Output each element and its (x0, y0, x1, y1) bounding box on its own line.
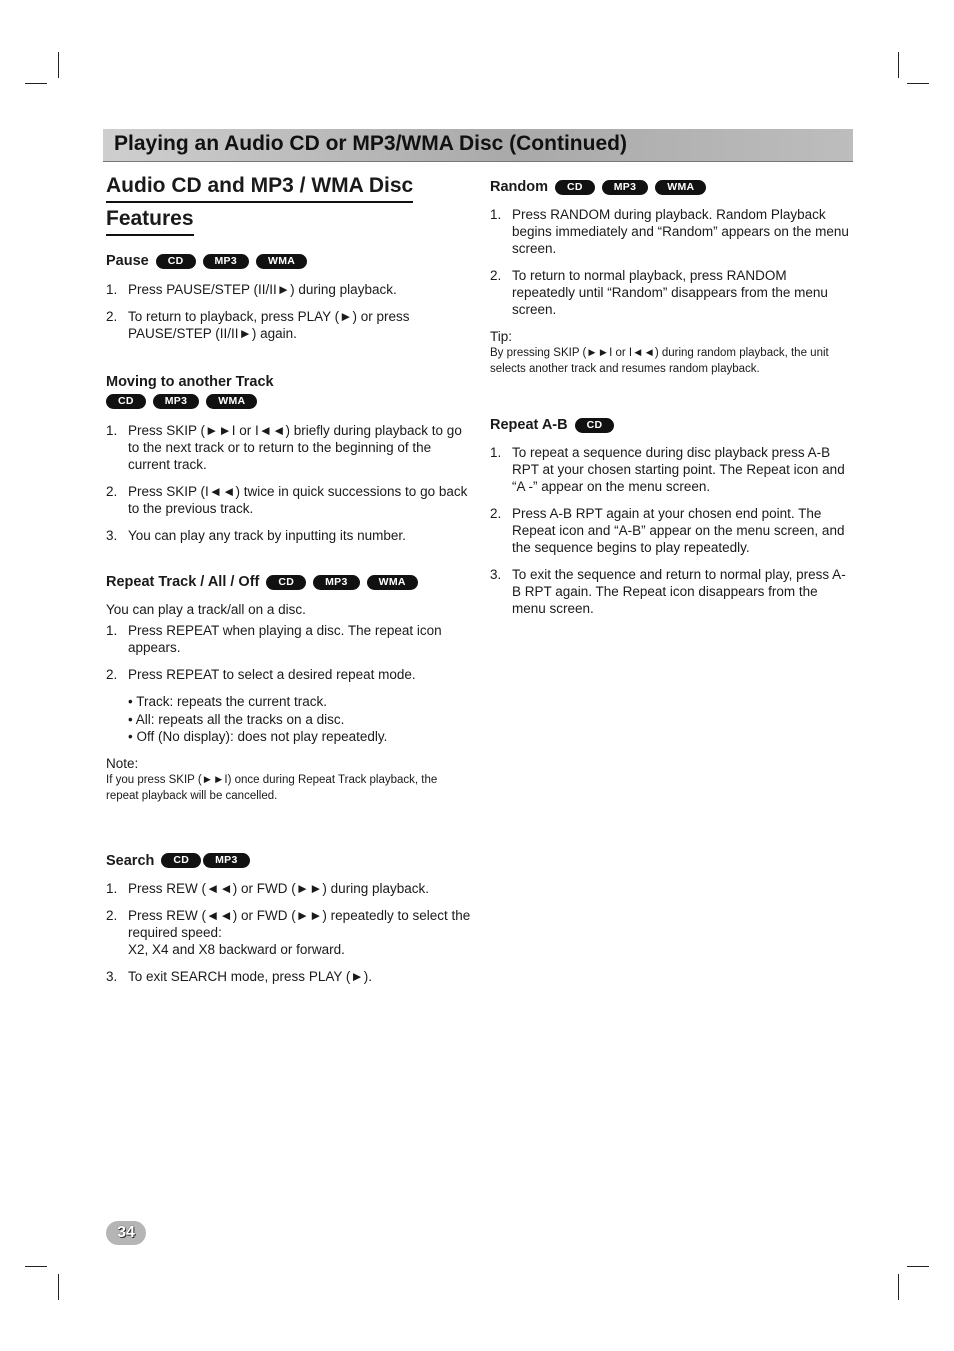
page-title: Playing an Audio CD or MP3/WMA Disc (Continued) (114, 132, 627, 155)
list-item (490, 444, 852, 495)
step-text (128, 907, 471, 958)
page-number-badge (106, 1221, 146, 1245)
step-number: 2. (106, 309, 118, 324)
step-text: Press REW (◄◄) or FWD (►►) during playback. (128, 880, 429, 896)
list-item (106, 880, 471, 897)
cd-badge: CD (161, 853, 201, 868)
moving-track-steps (106, 422, 471, 544)
crop-mark (25, 1266, 47, 1267)
repeat-heading (106, 572, 471, 592)
note-text: If you press SKIP (►►I) once during Repeat Track playback, the repeat playback will be cancelled. (106, 773, 438, 802)
step-text: To return to normal playback, press RANDOM repeatedly until “Random” disappears from the menu screen. (512, 268, 828, 317)
step-text: To repeat a sequence during disc playback press A-B RPT at your chosen starting point. The Repeat icon and “A -” appear on the menu screen. (512, 445, 845, 494)
search-heading (106, 851, 471, 871)
step-text: Press PAUSE/STEP (II/II►) during playback. (128, 282, 397, 297)
step-number: 1. (106, 880, 118, 896)
step-number: 1. (106, 282, 118, 297)
repeat-section (106, 572, 471, 804)
step-number: 3. (106, 968, 118, 984)
step-number: 1. (490, 445, 502, 460)
list-item: • Track: repeats the current track. (128, 694, 328, 709)
wma-badge: WMA (206, 394, 257, 409)
list-item (106, 968, 471, 985)
step-text: You can play any track by inputting its number. (128, 528, 406, 543)
repeat-intro: You can play a track/all on a disc. (106, 602, 306, 617)
crop-mark (58, 1274, 59, 1300)
list-item (490, 206, 852, 257)
moving-track-badges (106, 394, 471, 409)
list-item (106, 622, 471, 656)
right-column (490, 177, 852, 627)
left-column (106, 170, 471, 995)
search-title: Search (106, 852, 155, 869)
header-banner (103, 129, 853, 162)
list-item (106, 308, 471, 342)
step-number: 2. (106, 667, 118, 682)
mp3-badge: MP3 (313, 575, 360, 590)
step-number: 2. (490, 506, 502, 521)
note-label: Note: (106, 755, 139, 771)
repeat-ab-section (490, 415, 852, 617)
tip-label: Tip: (490, 329, 513, 344)
cd-badge: CD (555, 180, 595, 195)
step-number: 3. (106, 528, 118, 543)
list-item (106, 422, 471, 473)
cd-badge: CD (575, 418, 615, 433)
list-item: • Off (No display): does not play repeatedly. (128, 729, 388, 744)
list-item (106, 527, 471, 544)
wma-badge: WMA (655, 180, 706, 195)
repeat-ab-title: Repeat A-B (490, 417, 568, 433)
step-text: Press SKIP (I◄◄) twice in quick successions to go back to the previous track. (128, 484, 468, 516)
step-text: Press RANDOM during playback. Random Playback begins immediately and “Random” appears on the menu screen. (512, 207, 849, 256)
random-heading (490, 177, 852, 197)
cd-badge: CD (156, 254, 196, 269)
crop-mark (58, 52, 59, 78)
step-number: 2. (490, 268, 502, 283)
crop-mark (898, 52, 899, 78)
list-item (106, 907, 471, 958)
crop-mark (25, 83, 47, 84)
page-number: 34 (117, 1224, 135, 1241)
pause-heading (106, 251, 471, 271)
step-text-extra: X2, X4 and X8 backward or forward. (128, 941, 345, 957)
search-badges (161, 853, 249, 868)
repeat-ab-steps (490, 444, 852, 617)
wma-badge: WMA (367, 575, 418, 590)
pause-steps (106, 281, 471, 342)
tip-text: By pressing SKIP (►►I or I◄◄) during random playback, the unit selects another track and resumes random playback. (490, 347, 829, 375)
wma-badge: WMA (256, 254, 307, 269)
random-section (490, 177, 852, 377)
section-heading-line1: Audio CD and MP3 / WMA Disc (106, 170, 413, 203)
repeat-ab-heading (490, 415, 852, 435)
mp3-badge: MP3 (203, 254, 250, 269)
search-steps (106, 880, 471, 985)
step-number: 2. (106, 907, 118, 923)
crop-mark (907, 83, 929, 84)
moving-track-heading: Moving to another Track (106, 374, 274, 390)
repeat-title: Repeat Track / All / Off (106, 574, 260, 590)
repeat-steps (106, 622, 471, 683)
list-item: • All: repeats all the tracks on a disc. (128, 711, 345, 727)
list-item (490, 566, 852, 617)
step-text: Press SKIP (►►I or I◄◄) briefly during playback to go to the next track or to return to the beginning of the current track. (128, 423, 462, 472)
moving-track-section (106, 372, 471, 544)
cd-badge: CD (266, 575, 306, 590)
repeat-modes (106, 693, 471, 746)
step-number: 1. (106, 623, 118, 638)
step-number: 1. (106, 423, 118, 438)
step-number: 1. (490, 207, 502, 222)
pause-section (106, 251, 471, 342)
step-number: 2. (106, 484, 118, 499)
step-text: To return to playback, press PLAY (►) or press PAUSE/STEP (II/II►) again. (128, 309, 410, 341)
random-steps (490, 206, 852, 318)
list-item (106, 666, 471, 683)
step-number: 3. (490, 567, 502, 582)
mp3-badge: MP3 (602, 180, 649, 195)
list-item (106, 483, 471, 517)
step-text: To exit SEARCH mode, press PLAY (►). (128, 968, 372, 984)
cd-badge: CD (106, 394, 146, 409)
section-heading (106, 170, 471, 236)
step-text: Press A-B RPT again at your chosen end point. The Repeat icon and “A-B” appear on the menu screen, and the sequence begins to play repeatedly. (512, 506, 845, 555)
random-title: Random (490, 179, 548, 195)
mp3-badge: MP3 (203, 853, 250, 868)
list-item (490, 505, 852, 556)
mp3-badge: MP3 (153, 394, 200, 409)
list-item (490, 267, 852, 318)
list-item (106, 281, 471, 298)
pause-title: Pause (106, 253, 149, 269)
step-text: Press REPEAT to select a desired repeat mode. (128, 667, 416, 682)
step-text: To exit the sequence and return to normal play, press A-B RPT again. The Repeat icon disappears from the menu screen. (512, 567, 846, 616)
search-section (106, 851, 471, 985)
step-text: Press REPEAT when playing a disc. The repeat icon appears. (128, 623, 442, 655)
step-text-main: Press REW (◄◄) or FWD (►►) repeatedly to select the required speed: (128, 907, 471, 940)
crop-mark (898, 1274, 899, 1300)
section-heading-line2: Features (106, 203, 194, 236)
crop-mark (907, 1266, 929, 1267)
